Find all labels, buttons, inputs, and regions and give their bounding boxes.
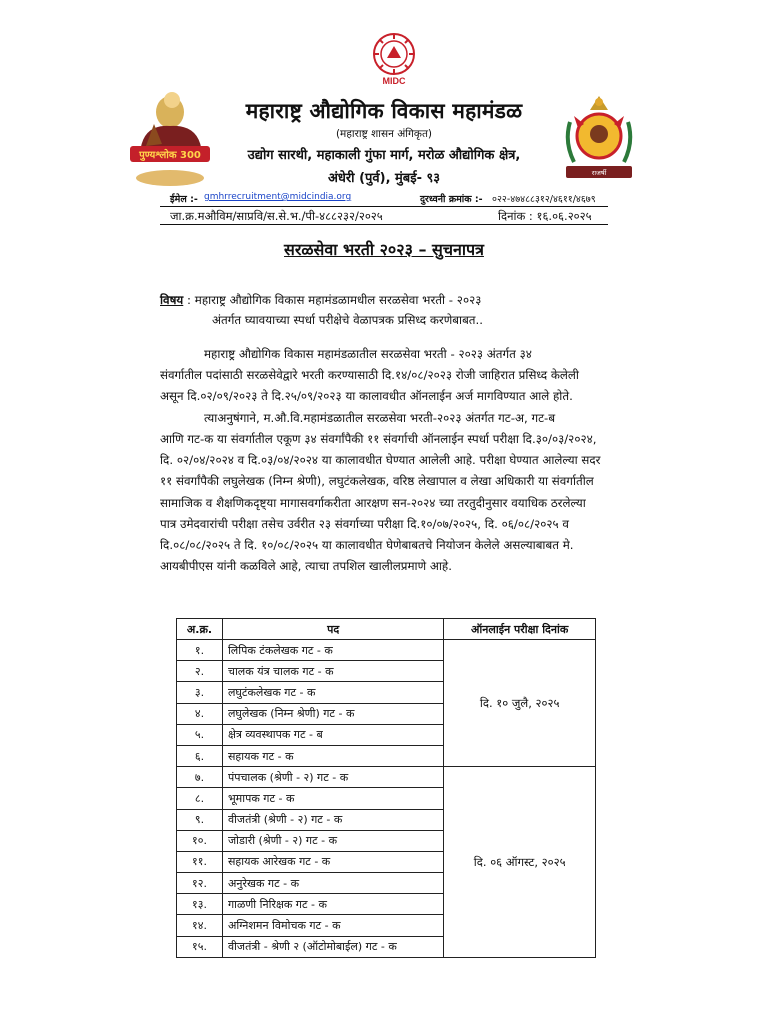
row-sr: ८. <box>177 788 223 809</box>
row-sr: ९. <box>177 809 223 830</box>
reference-number: जा.क्र.मऔविम/साप्रवि/स.से.भ./पी-४८८२३२/२०२५ <box>170 209 383 223</box>
government-note: (महाराष्ट्र शासन अंगिकृत) <box>335 128 433 140</box>
row-sr: ५. <box>177 724 223 745</box>
row-sr: १०. <box>177 830 223 851</box>
paragraph-line: दि. ०२/०४/२०२४ व दि.०३/०४/२०२४ या कालावधीत घेण्यात आलेली आहे. परीक्षा घेण्यात आलेल्या सदर <box>160 453 601 468</box>
table-header-row <box>177 619 596 640</box>
row-sr: ४. <box>177 703 223 724</box>
row-post: अग्निशमन विमोचक गट - क <box>222 915 443 936</box>
row-post: क्षेत्र व्यवस्थापक गट - ब <box>222 724 443 745</box>
contact-row <box>170 192 602 206</box>
row-post: वीजतंत्री (श्रेणी - २) गट - क <box>222 809 443 830</box>
row-sr: ७. <box>177 767 223 788</box>
svg-text:MIDC: MIDC <box>382 76 406 86</box>
header-divider <box>160 206 608 207</box>
row-post: लघुटंकलेखक गट - क <box>222 682 443 703</box>
row-post: सहायक आरेखक गट - क <box>222 851 443 872</box>
phone-number: ०२२-४७४८८३१२/४६११/४६७९ <box>492 194 596 205</box>
row-post: लघुलेखक (निम्न श्रेणी) गट - क <box>222 703 443 724</box>
header-sr: अ.क्र. <box>177 619 223 640</box>
row-post: गाळणी निरिक्षक गट - क <box>222 894 443 915</box>
reference-date: दिनांक : १६.०६.२०२५ <box>498 209 592 223</box>
email-label: ईमेल :- <box>170 194 198 205</box>
row-post: जोडारी (श्रेणी - २) गट - क <box>222 830 443 851</box>
row-sr: २. <box>177 661 223 682</box>
address-line-2: अंधेरी (पुर्व), मुंबई- ९३ <box>327 171 441 186</box>
row-post: पंपचालक (श्रेणी - २) गट - क <box>222 767 443 788</box>
row-post: भूमापक गट - क <box>222 788 443 809</box>
row-post: अनुरेखक गट - क <box>222 873 443 894</box>
svg-text:पुण्यश्लोक 300: पुण्यश्लोक 300 <box>139 150 201 161</box>
row-post: वीजतंत्री - श्रेणी २ (ऑटोमोबाईल) गट - क <box>222 936 443 957</box>
row-post: सहायक गट - क <box>222 745 443 766</box>
row-sr: १२. <box>177 873 223 894</box>
address-line-1: उद्योग सारथी, महाकाली गुंफा मार्ग, मरोळ औद्योगिक क्षेत्र, <box>247 148 521 163</box>
header-exam-date: ऑनलाईन परीक्षा दिनांक <box>444 619 596 640</box>
notice-title: सरळसेवा भरती २०२३ – सुचनापत्र <box>284 240 484 259</box>
organization-name: महाराष्ट्र औद्योगिक विकास महामंडळ <box>245 99 523 123</box>
paragraph-line: पात्र उमेदवारांची परीक्षा तसेच उर्वरीत २३ संवर्गाच्या परीक्षा दि.१०/०७/२०२५, दि. ०६/०८/२०२५ व <box>160 516 569 531</box>
exam-schedule-table <box>176 618 596 958</box>
paragraph-line: दि.०८/०८/२०२५ ते दि. १०/०८/२०२५ या कालावधीत घेणेबाबतचे नियोजन केलेले असल्याबाबत मे. <box>160 537 574 552</box>
paragraph-line: असून दि.०२/०९/२०२३ ते दि.२५/०९/२०२३ या कालावधीत ऑनलाईन अर्ज मागविण्यात आले होते. <box>160 389 573 404</box>
paragraph-1 <box>160 365 579 407</box>
subject-label: विषय <box>160 293 184 307</box>
svg-text:राजर्षी: राजर्षी <box>591 169 607 177</box>
paragraph-line: ११ संवर्गांपैकी लघुलेखक (निम्न श्रेणी), लघुटंकलेखक, वरिष्ठ लेखापाल व लेखा अधिकारी या संवर्गातील <box>160 474 594 489</box>
paragraph-2 <box>160 429 600 577</box>
header-post: पद <box>222 619 443 640</box>
phone-label: दुरध्वनी क्रमांक :- <box>420 194 483 205</box>
paragraph-2-first-line <box>204 408 555 429</box>
row-sr: १. <box>177 640 223 661</box>
row-sr: ३. <box>177 682 223 703</box>
row-post: लिपिक टंकलेखक गट - क <box>222 640 443 661</box>
row-sr: ११. <box>177 851 223 872</box>
row-sr: १४. <box>177 915 223 936</box>
paragraph-1-first-line <box>204 344 532 365</box>
row-sr: १५. <box>177 936 223 957</box>
paragraph-line: आणि गट-क या संवर्गातील एकूण ३४ संवर्गांपैकी ११ संवर्गाची ऑनलाईन स्पर्धा परीक्षा दि.३०/०३/२०२४, <box>160 432 597 446</box>
row-sr: ६. <box>177 745 223 766</box>
subject-text-1: महाराष्ट्र औद्योगिक विकास महामंडळामधील सरळसेवा भरती - २०२३ <box>194 293 482 307</box>
email-link[interactable]: gmhrrecruitment@midcindia.org <box>204 192 352 202</box>
row-sr: १३. <box>177 894 223 915</box>
paragraph-line: महाराष्ट्र औद्योगिक विकास महामंडळातील सरळसेवा भरती - २०२३ अंतर्गत ३४ <box>204 347 532 361</box>
exam-date-group-2: दि. ०६ ऑगस्ट, २०२५ <box>444 767 596 958</box>
table-row <box>177 767 596 788</box>
paragraph-line: त्याअनुषंगाने, म.औ.वि.महामंडळातील सरळसेवा भरती-२०२३ अंतर्गत गट-अ, गट-ब <box>204 411 556 425</box>
row-post: चालक यंत्र चालक गट - क <box>222 661 443 682</box>
exam-date-group-1: दि. १० जुलै, २०२५ <box>444 640 596 767</box>
table-row <box>177 640 596 661</box>
midc-logo-icon <box>365 30 423 86</box>
paragraph-line: संवर्गातील पदांसाठी सरळसेवेद्वारे भरती करण्यासाठी दि.१४/०८/२०२३ रोजी जाहिरात प्रसिध्द केलेली <box>160 368 579 382</box>
reference-divider <box>160 224 608 225</box>
paragraph-line: सामाजिक व शैक्षणिकदृष्ट्या मागासवर्गाकरीता आरक्षण सन-२०२४ च्या तरतुदीनुसार वयाधिक ठरलेल्या <box>160 495 586 510</box>
subject-line-1: विषय : महाराष्ट्र औद्योगिक विकास महामंडळामधील सरळसेवा भरती - २०२३ <box>160 293 482 307</box>
paragraph-line: आयबीपीएस यांनी कळविले आहे, त्याचा तपशिल खालीलप्रमाणे आहे. <box>160 559 452 574</box>
subject-text-2: अंतर्गत घ्यावयाच्या स्पर्धा परीक्षेचे वेळापत्रक प्रसिध्द करणेबाबत.. <box>212 313 484 327</box>
